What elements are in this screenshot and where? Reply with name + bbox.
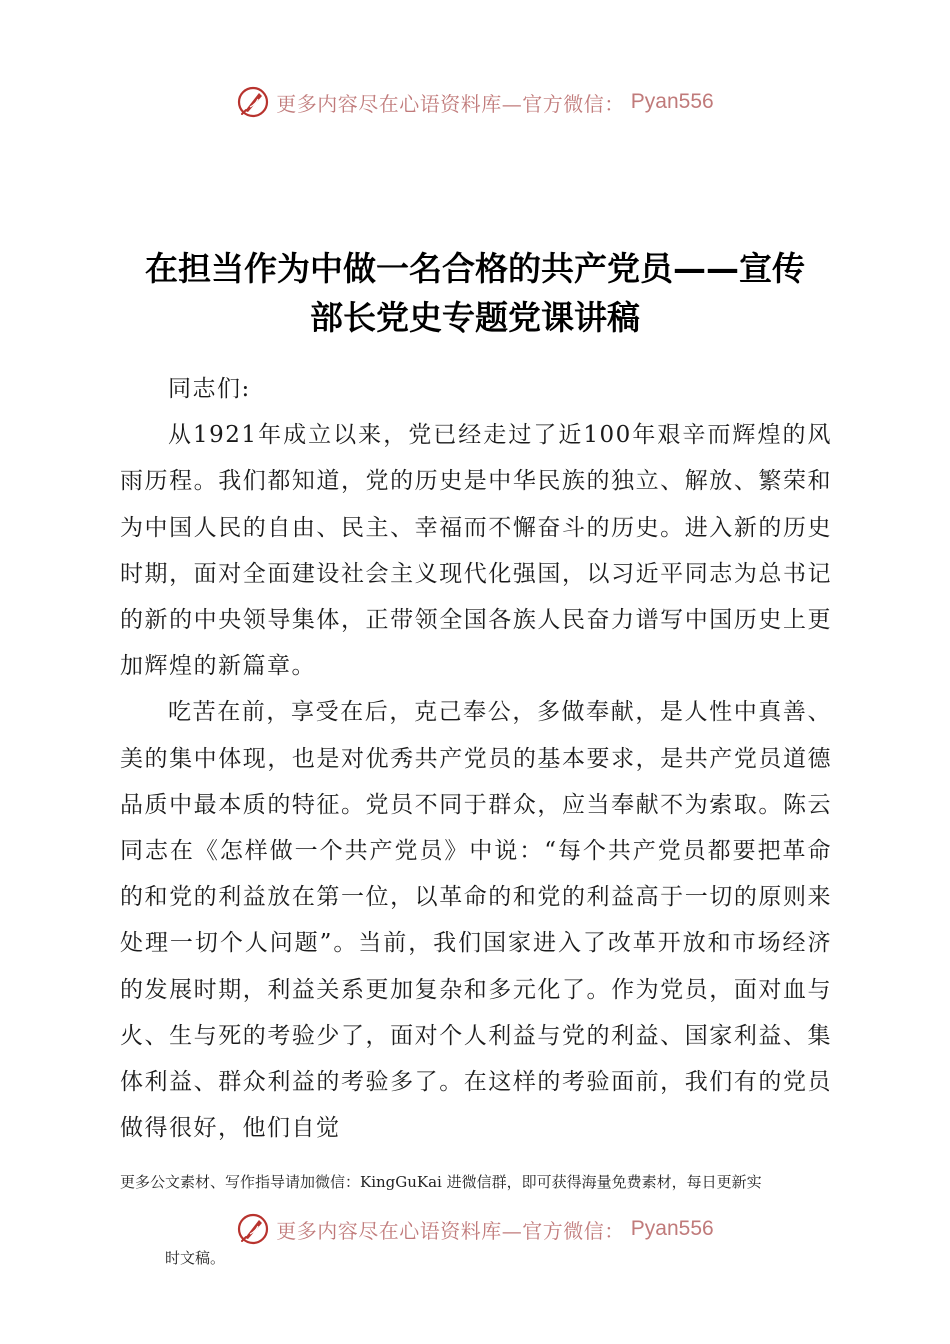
title-line-1: 在担当作为中做一名合格的共产党员——宣传 xyxy=(145,249,805,288)
watermark-text: 更多内容尽在心语资料库—官方微信： xyxy=(276,1218,625,1243)
watermark-header xyxy=(0,82,950,122)
salutation: 同志们: xyxy=(168,376,251,402)
quill-pen-logo-icon xyxy=(236,1212,270,1246)
title-line-2: 部长党史专题党课讲稿 xyxy=(310,298,640,337)
paragraph-1: 从1921年成立以来，党已经走过了近100年艰辛而辉煌的风雨历程。我们都知道，党的历史是中华民族的独立、解放、繁荣和为中国人民的自由、民主、幸福而不懈奋斗的历史。进入新的历史时期，面对全面建设社会主义现代化强国，以习近平同志为总书记的新的中央领导集体，正带领全国各族人民奋力谱写中国历史上更加辉煌的新篇章。 xyxy=(120,422,832,680)
document-body xyxy=(120,366,832,1151)
paragraph-2: 吃苦在前，享受在后，克己奉公，多做奉献，是人性中真善、美的集中体现，也是对优秀共产党员的基本要求，是共产党员道德品质中最本质的特征。党员不同于群众，应当奉献不为索取。陈云同志在《怎样做一个共产党员》中说：“每个共产党员都要把革命的和党的利益放在第一位，以革命的和党的利益高于一切的原则来处理一切个人问题”。当前，我们国家进入了改革开放和市场经济的发展时期，利益关系更加复杂和多元化了。作为党员，面对血与火、生与死的考验少了，面对个人利益与党的利益、国家利益、集体利益、群众利益的考验多了。在这样的考验面前，我们有的党员做得很好，他们自觉 xyxy=(120,699,832,1142)
watermark-wechat-id: Pyan556 xyxy=(630,90,714,113)
document-title xyxy=(100,244,850,342)
watermark-text: 更多内容尽在心语资料库—官方微信： xyxy=(276,91,625,116)
watermark-wechat-id: Pyan556 xyxy=(630,1217,714,1240)
watermark-footer xyxy=(0,1209,950,1249)
footer-note-tail: 时文稿。 xyxy=(165,1249,226,1267)
footer-note: 更多公文素材、写作指导请加微信：KingGuKai 进微信群，即可获得海量免费素材，每日更新实 xyxy=(120,1173,762,1191)
quill-pen-logo-icon xyxy=(236,85,270,119)
